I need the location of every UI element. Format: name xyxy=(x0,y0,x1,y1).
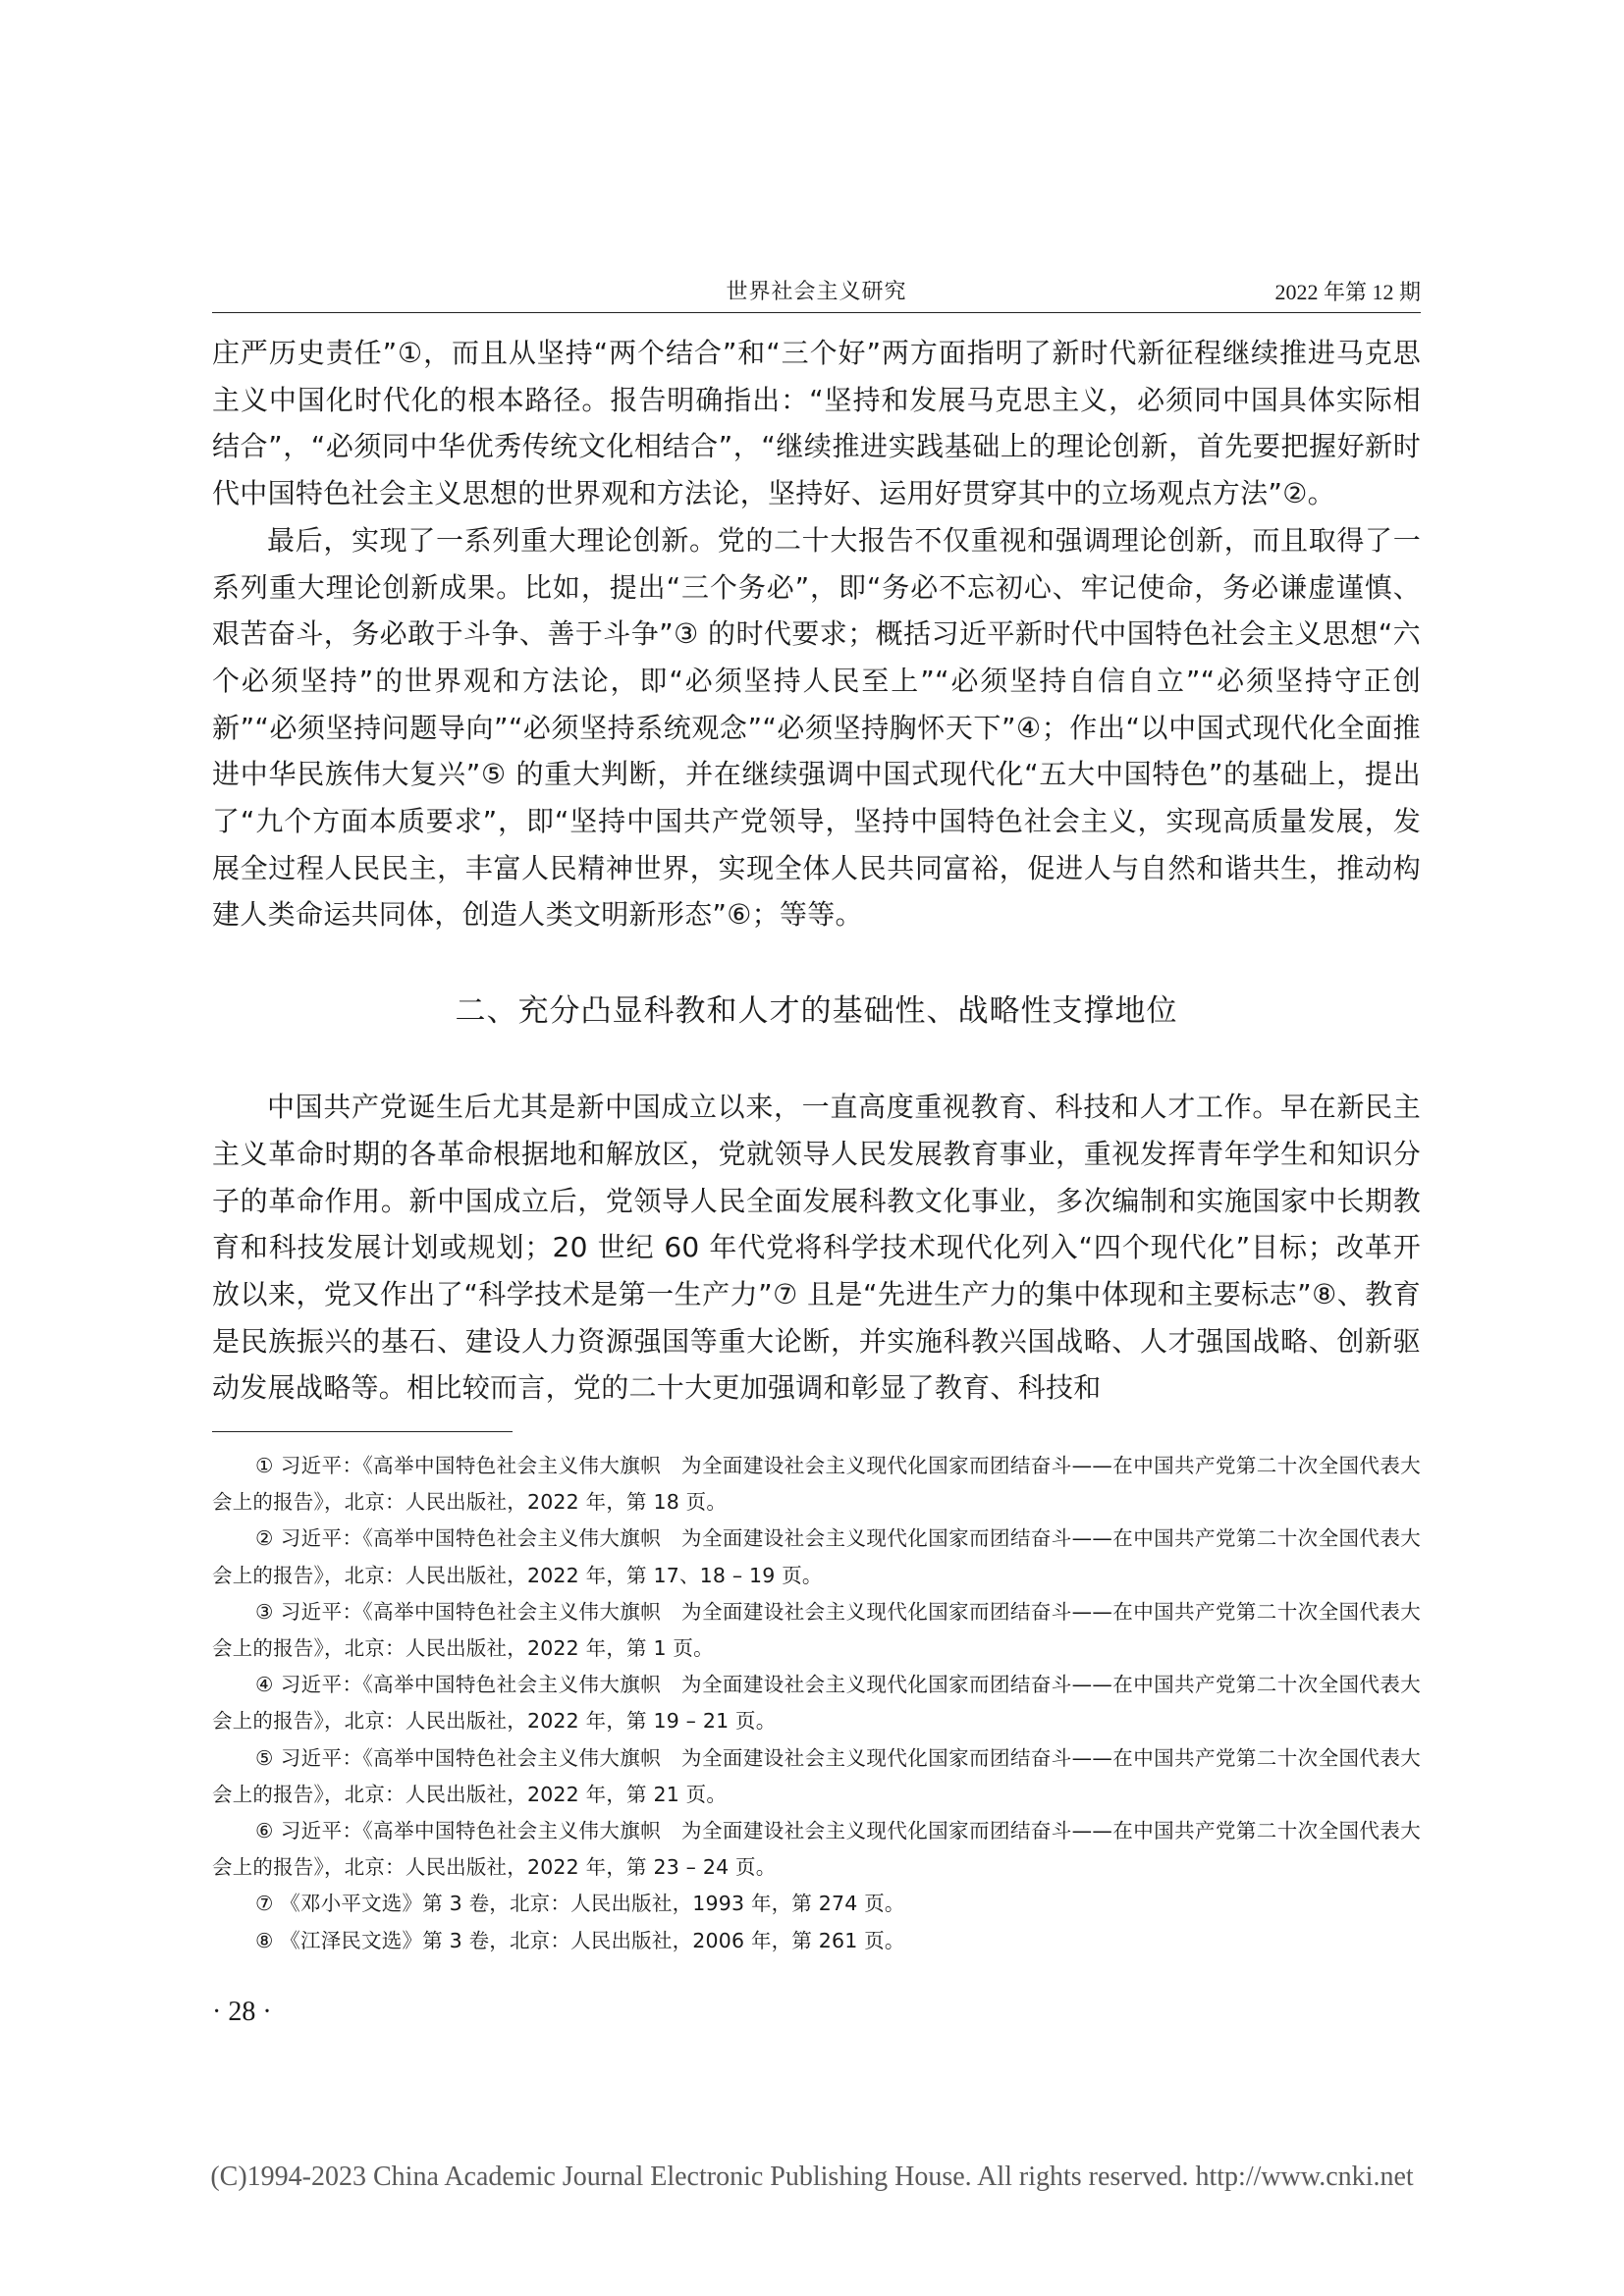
section-heading: 二、充分凸显科教和人才的基础性、战略性支撑地位 xyxy=(455,993,1178,1030)
footnote-rule xyxy=(212,1431,513,1432)
body-text xyxy=(212,330,1421,1412)
header-rule xyxy=(212,312,1421,313)
footnote: ② 习近平：《高举中国特色社会主义伟大旗帜 为全面建设社会主义现代化国家而团结奋斗——在中国共产党第二十次全国代表大会上的报告》，北京：人民出版社，2022 年，第 17、18 – 19 页。 xyxy=(212,1526,1421,1587)
footnote: ⑥ 习近平：《高举中国特色社会主义伟大旗帜 为全面建设社会主义现代化国家而团结奋斗——在中国共产党第二十次全国代表大会上的报告》，北京：人民出版社，2022 年，第 23 – 24 页。 xyxy=(212,1819,1421,1880)
footnote: ⑤ 习近平：《高举中国特色社会主义伟大旗帜 为全面建设社会主义现代化国家而团结奋斗——在中国共产党第二十次全国代表大会上的报告》，北京：人民出版社，2022 年，第 21 页。 xyxy=(212,1745,1421,1806)
footnote: ⑧ 《江泽民文选》第 3 卷，北京：人民出版社，2006 年，第 261 页。 xyxy=(255,1928,905,1952)
running-header xyxy=(212,275,1421,314)
footnote: ⑦ 《邓小平文选》第 3 卷，北京：人民出版社，1993 年，第 274 页。 xyxy=(255,1892,905,1916)
footnotes xyxy=(212,1448,1421,1959)
footnote: ① 习近平：《高举中国特色社会主义伟大旗帜 为全面建设社会主义现代化国家而团结奋斗——在中国共产党第二十次全国代表大会上的报告》，北京：人民出版社，2022 年，第 18 页。 xyxy=(212,1454,1421,1515)
paragraph: 最后，实现了一系列重大理论创新。党的二十大报告不仅重视和强调理论创新，而且取得了一系列重大理论创新成果。比如，提出“三个务必”，即“务必不忘初心、牢记使命，务必谦虚谨慎、艰苦奋斗，务必敢于斗争、善于斗争”③ 的时代要求；概括习近平新时代中国特色社会主义思想“六个必须坚持”的世界观和方法论，即“必须坚持人民至上”“必须坚持自信自立”“必须坚持守正创新”“必须坚持问题导向”“必须坚持系统观念”“必须坚持胸怀天下”④；作出“以中国式现代化全面推进中华民族伟大复兴”⑤ 的重大判断，并在继续强调中国式现代化“五大中国特色”的基础上，提出了“九个方面本质要求”，即“坚持中国共产党领导，坚持中国特色社会主义，实现高质量发展，发展全过程人民民主，丰富人民精神世界，实现全体人民共同富裕，促进人与自然和谐共生，推动构建人类命运共同体，创造人类文明新形态”⑥；等等。 xyxy=(212,523,1421,932)
page-number: · 28 · xyxy=(212,1997,272,2027)
journal-title: 世界社会主义研究 xyxy=(726,280,907,304)
footnote: ④ 习近平：《高举中国特色社会主义伟大旗帜 为全面建设社会主义现代化国家而团结奋斗——在中国共产党第二十次全国代表大会上的报告》，北京：人民出版社，2022 年，第 19 – 21 页。 xyxy=(212,1673,1421,1734)
copyright-notice: (C)1994-2023 China Academic Journal Electronic Publishing House. All rights reserved. http://www.cnki.net xyxy=(210,2162,1414,2192)
paragraph: 中国共产党诞生后尤其是新中国成立以来，一直高度重视教育、科技和人才工作。早在新民主主义革命时期的各革命根据地和解放区，党就领导人民发展教育事业，重视发挥青年学生和知识分子的革命作用。新中国成立后，党领导人民全面发展科教文化事业，多次编制和实施国家中长期教育和科技发展计划或规划；20 世纪 60 年代党将科学技术现代化列入“四个现代化”目标；改革开放以来，党又作出了“科学技术是第一生产力”⑦ 且是“先进生产力的集中体现和主要标志”⑧、教育是民族振兴的基石、建设人力资源强国等重大论断，并实施科教兴国战略、人才强国战略、创新驱动发展战略等。相比较而言，党的二十大更加强调和彰显了教育、科技和 xyxy=(212,1091,1421,1405)
footnote: ③ 习近平：《高举中国特色社会主义伟大旗帜 为全面建设社会主义现代化国家而团结奋斗——在中国共产党第二十次全国代表大会上的报告》，北京：人民出版社，2022 年，第 1 页。 xyxy=(212,1599,1421,1661)
paragraph: 庄严历史责任”①，而且从坚持“两个结合”和“三个好”两方面指明了新时代新征程继续推进马克思主义中国化时代化的根本路径。报告明确指出：“坚持和发展马克思主义，必须同中国具体实际相结合”，“必须同中华优秀传统文化相结合”，“继续推进实践基础上的理论创新，首先要把握好新时代中国特色社会主义思想的世界观和方法论，坚持好、运用好贯穿其中的立场观点方法”②。 xyxy=(212,337,1421,510)
issue-label: 2022 年第 12 期 xyxy=(1274,280,1421,304)
